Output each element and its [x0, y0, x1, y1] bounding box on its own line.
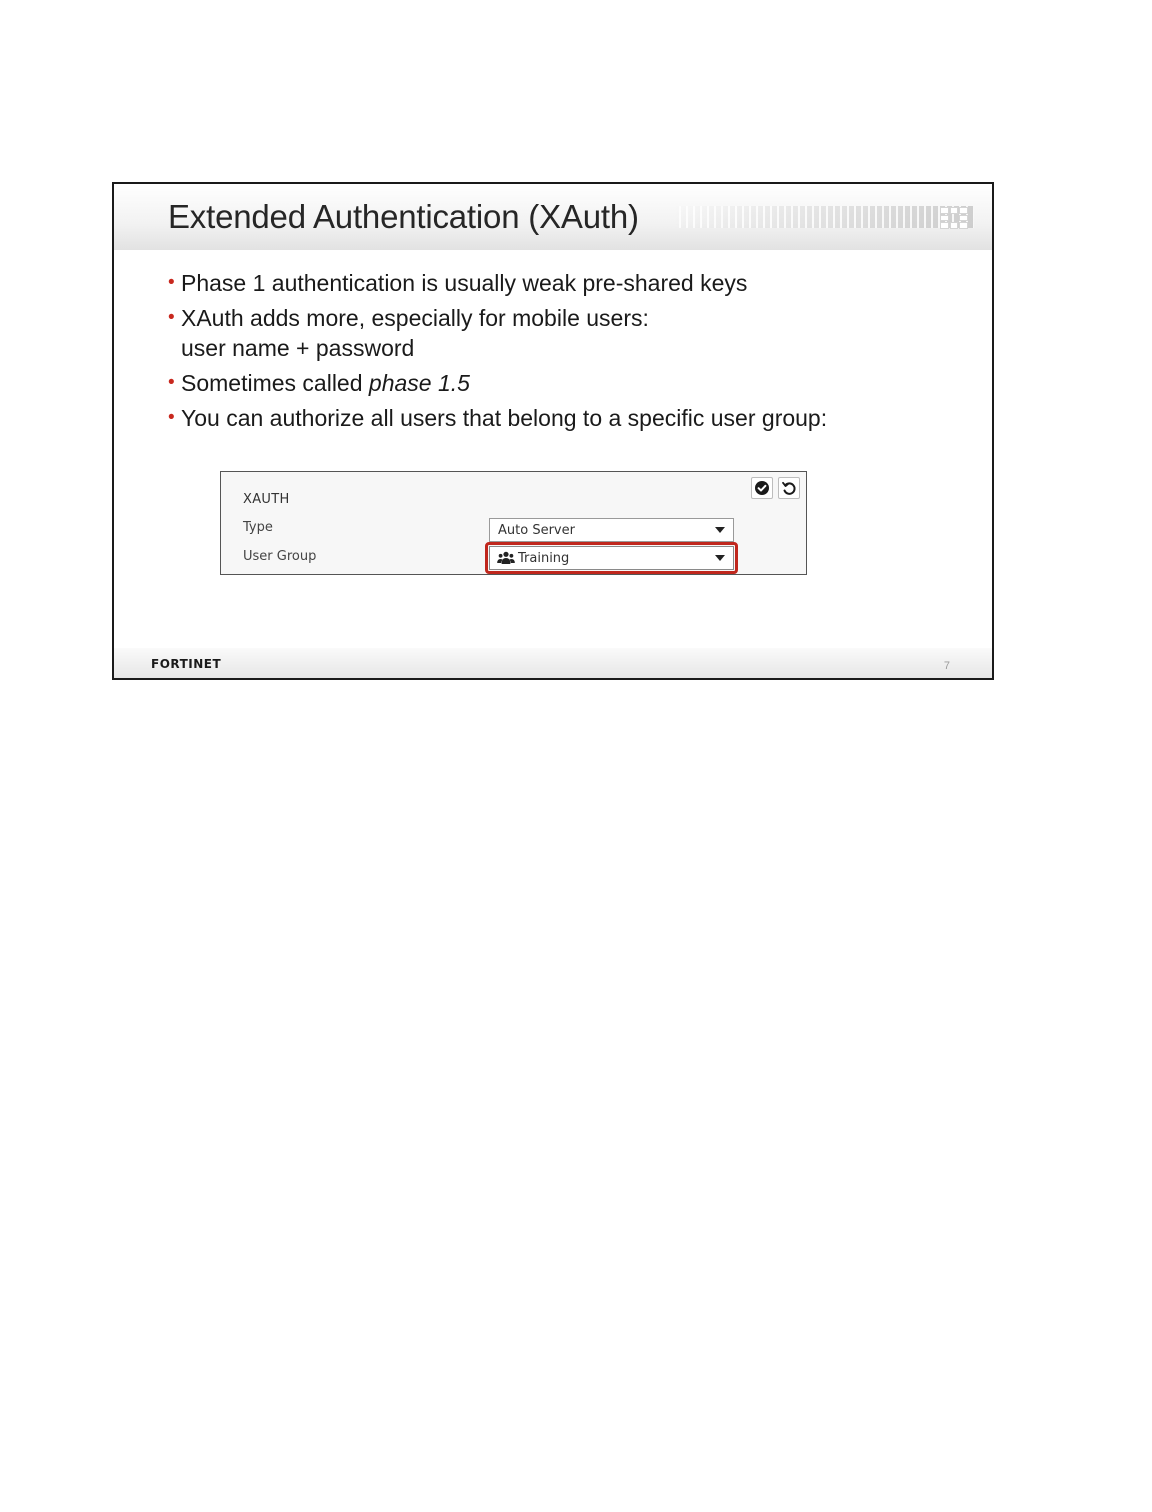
slide-title: Extended Authentication (XAuth) [168, 198, 639, 235]
user-group-select[interactable] [489, 546, 734, 570]
bullet-text: XAuth adds more, especially for mobile users: [181, 305, 649, 331]
chevron-down-icon [715, 527, 725, 533]
undo-icon [779, 478, 799, 498]
slide-footer [114, 648, 992, 678]
bullet-text: You can authorize all users that belong to a specific user group: [181, 405, 828, 431]
bullet-text: Sometimes called [181, 370, 369, 396]
fortinet-logo: FORTINET [151, 657, 222, 671]
slide [112, 182, 994, 680]
title-decoration [674, 206, 974, 228]
bullet-dot-icon: • [168, 272, 175, 293]
bullet-dot-icon: • [168, 307, 175, 328]
chevron-down-icon [715, 555, 725, 561]
xauth-settings-panel [220, 471, 807, 575]
xauth-heading: XAUTH [243, 492, 290, 507]
users-icon [497, 551, 515, 565]
page-number: 7 [943, 660, 950, 672]
title-bar [114, 184, 992, 250]
apply-button[interactable] [751, 477, 773, 499]
bullet-item [168, 268, 968, 298]
fortinet-mark-icon [940, 207, 968, 229]
bullet-list [168, 268, 968, 438]
type-select-value: Auto Server [498, 523, 575, 538]
bullet-item [168, 403, 968, 433]
bullet-item [168, 368, 968, 398]
bullet-text: Phase 1 authentication is usually weak pre-shared keys [181, 270, 748, 296]
bullet-item [168, 303, 968, 363]
user-group-select-value: Training [518, 551, 570, 566]
bullet-emphasis: phase 1.5 [368, 370, 470, 396]
type-label: Type [243, 520, 273, 535]
check-circle-icon [752, 478, 772, 498]
bullet-dot-icon: • [168, 372, 175, 393]
type-select[interactable] [489, 518, 734, 542]
bullet-text-continuation: user name + password [181, 335, 415, 361]
bullet-dot-icon: • [168, 407, 175, 428]
user-group-label: User Group [243, 549, 317, 564]
revert-button[interactable] [778, 477, 800, 499]
